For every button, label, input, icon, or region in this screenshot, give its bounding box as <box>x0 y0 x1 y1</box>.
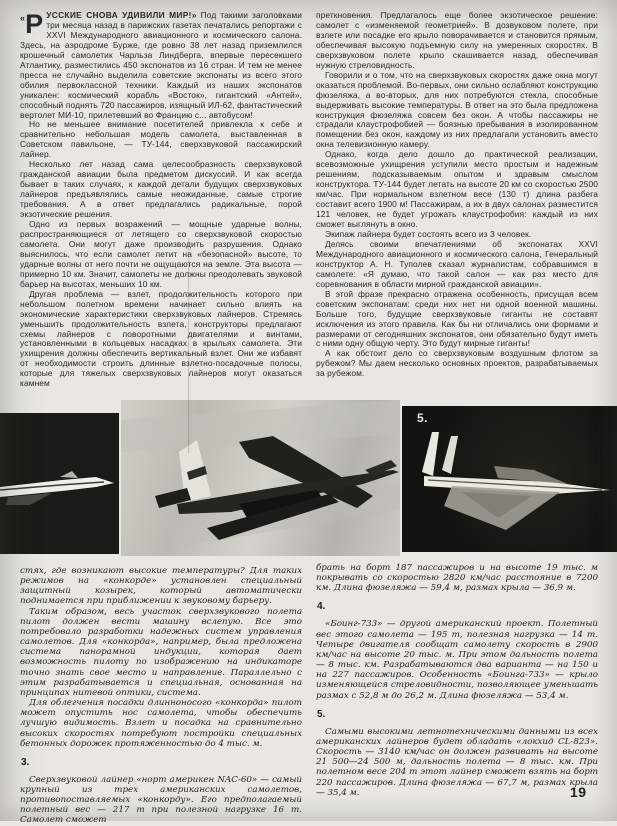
paragraph: Делясь своими впечатлениями об экспонатах XXVI Международного авиационного и космического салона, Генеральный конструктор А. Н. Туполев сказал журналистам, собравшимся в самолете: «Я думаю, что такой салон — как раз место для соревнования в области мирной гражданской авиации». <box>316 238 598 289</box>
paragraph: Одно из первых возражений — мощные ударные волны, распространяющиеся от летящего со сверхзвуковой скоростью самолета. Они могут даже производить разрушения. Однако выяснилось, что если самолет летит на «безопасной» высоте, то ударные волны от него почти не ощущаются на земле. Эта высота — примерно 10 км. Значит, самолеты не должны преодолевать звуковой барьер на высотах, меньших 10 км. <box>20 219 302 289</box>
paragraph: Экипаж лайнера будет состоять всего из 3 человек. <box>325 228 532 239</box>
delta-wing-model-silhouette <box>402 406 617 552</box>
paragraph: Несколько лет назад сама целесообразность сверхзвуковой гражданской авиации была предметом дискуссий. И как всегда бывает в таких случаях, к каждой детали будущих сверхзвуковых лайнеров предъявлялись самые неожиданные, самые строгие требования. А в ответ предлагались радикальные, порой экзотические решения. <box>20 159 302 220</box>
white-jet-silhouette <box>0 413 119 554</box>
airplane-photo-lockheed-cl823 <box>402 406 617 552</box>
paragraph: Самыми высокими летнотехническими данными из всех американских лайнеров будет обладать «локхид CL-823». Скорость — 3140 км/час он должен развивать на высоте 21 500—24 500 м, дальность полета — 8 тыс. км. При полетном весе 204 т этот лайнер сможет взять на борт 220 пассажиров. Длина фюзеляжа — 67,7 м, размах крыла — 35,4 м. <box>316 726 598 798</box>
paragraph: преткновения. Предлагалось еще более экзотическое решение: самолет с «изменяемой геометрией». В дозвуковом полете, при взлете или посадке его крыло поворачивается и становится прямым, обеспечивая высокую подъемную силу на умеренных скоростях. В сверхзвуковом полете крыло скашивается назад, обеспечивая нужную стреловидность. <box>316 10 598 70</box>
paragraph: В этой фразе прекрасно отражена особенность, присущая всем советским экспонатам: среди них нет ни одной военной машины. Больше того, будущие сверхзвуковые гиганты не составят исключения из этого правила. Как бы ни отличались они формами и размерами от сегодняшних экспонатов, они обязательно будут иметь с ними одну общую черту. Это будут мирные гиганты! <box>316 288 598 349</box>
section-number: 5. <box>317 708 326 720</box>
paragraph: Однако, когда дело дошло до практической реализации, всевозможные ухищрения уступили место простым и надежным решениям, подсказываемым опытом и здравым смыслом конструктора. ТУ-144 будет летать на высоте 20 км со скоростью 2500 км/час. При нормальном взлетном весе (130 т) длина разбега составит всего 1900 м! Пассажирам, а их в двух салонах разместится 121 человек, не будет угрожать клаустрофобия: каждый из них сможет выглянуть в окно. <box>316 149 598 230</box>
paragraph: Для облегчения посадки длинноносого «конкорда» пилот может опустить нос самолета, чтобы обеспечить лучшую видимость. Взлет и посадка на сравнительно высоких скоростях потребуют постройки специальных бетонных дорожек протяженностью до 4 тыс. м. <box>20 698 302 749</box>
section-number: 3. <box>21 756 30 768</box>
airplane-photo-concorde <box>0 413 119 554</box>
drop-cap: «Р <box>20 9 44 39</box>
page-number: 19 <box>570 784 587 800</box>
left-column-top <box>20 11 302 389</box>
paragraph: Таким образом, весь участок сверхзвукового полета пилот должен вести машину вслепую. Все это потребовало разработки надежных систем управления самолетов. Для «конкорда», например, была предложена система панорамной индукции, которая дает возможность пилоту по изображению на индикаторе точно знать свое место и направление. Параллельно с этим разрабатывается и специальная, основанная на принципах нитевой оптики, система. <box>20 606 302 698</box>
paragraph: Говорили и о том, что на сверхзвуковых скоростях даже окна могут оказаться проблемой. Во-первых, они сильно ослабляют конструкцию фюзеляжа, а во-вторых, для них потребуются стекла, способные выдерживать высокие температуры. В ответ на это была предложена конструкция фюзеляжа совсем без окон. А чтобы пассажиры не страдали клаустрофобией — боязнью пребывания в изолированном помещении без окон, каждому из них предлагали установить вместо окна телевизионную камеру. <box>316 69 598 150</box>
paragraph: стях, где возникают высокие температуры? Для таких режимов на «конкорде» установлен специальный защитный козырек, который автоматически поднимается при приближении к звуковому барьеру. <box>20 566 302 607</box>
paragraph: «Боинг-733» — другой американский проект. Полетный вес этого самолета — 195 т, полезная нагрузка — 14 т. Четыре двигателя сообщат самолету скорость в 2900 км/час на высоте 20 тыс. м. При этом дальность полета — 8 тыс. км. Разрабатываются два варианта — на 150 и на 227 пассажиров. Особенность «Боинга-733» — крыло изменяющейся стреловидности, позволяющее уменьшать размах с 52,8 м до 26,2 м. Длина фюзеляжа — 53,4 м. <box>316 619 598 701</box>
article-title: УССКИЕ СНОВА УДИВИЛИ МИР!» <box>46 10 197 20</box>
paragraph: Сверхзвуковой лайнер «норт америкен NAC-60» — самый крупный из трех американских самолетов, противопоставляемых «конкорду». Его предполагаемый полетный вес — 217 т при полезной нагрузке 16 т. Самолет сможет <box>20 774 302 826</box>
lead-text: Под такими заголовками три месяца назад в парижских газетах печатались репортажи с XXVI Международного авиационного и космического салона. Здесь, на аэродроме Бурже, где ровно 38 лет назад приземлился крошечный самолетик Чарльза Линдберга, впервые пересекшего Атлантику, разместились 450 экспонатов из 16 стран. И тем не менее пресса не случайно выделила советские экспонаты из всего этого обилия первоклассной техники. Каждый из наших экспонатов уникален: космический корабль «Восток», гигантский «Антей», способный поднять 720 пассажиров, изящный ИЛ-62, фантастический вертолет МИ-10, прилетевший во Францию с... автобусом! <box>20 10 302 120</box>
right-column-bottom <box>316 563 598 798</box>
paragraph: А как обстоит дело со сверхзвуковым воздушным флотом за рубежом? Мы даем несколько основных проектов, разрабатываемых за рубежом. <box>316 348 598 379</box>
photo-strip <box>0 400 617 558</box>
left-column-bottom <box>20 566 302 826</box>
section-number: 4. <box>317 601 326 613</box>
airplane-photo-boeing-733 <box>121 400 400 556</box>
lead-paragraph <box>20 11 302 120</box>
right-column-top <box>316 11 598 379</box>
paragraph: Другая проблема — взлет, продолжительность которого при небольшом полетном времени начинает сильно влиять на экономические характеристики сверхзвуковых лайнеров. Стремясь уменьшить продолжительность взлета, конструкторы предлагают схемы лайнеров с поворотными двигателями и винтами, установленными в кольцевых насадках в крыльях самолета. Эти ухищрения должны обеспечить вертикальный взлет. Они же избавят от необходимости строить длинные взлетно-посадочные полосы, которые для тяжелых сверхзвуковых лайнеров могут оказаться камнем <box>20 288 302 389</box>
paragraph: брать на борт 187 пассажиров и на высоте 19 тыс. м покрывать со скоростью 2820 км/час расстояние в 7200 км. Длина фюзеляжа — 59,4 м, размах крыла — 36,9 м. <box>316 563 598 594</box>
paragraph: Но не меньшее внимание посетителей привлекла к себе и сравнительно небольшая модель самолета, выставленная в Советском павильоне, — ТУ-144, сверхзвуковой пассажирский лайнер. <box>20 119 302 160</box>
page-crease <box>188 238 189 453</box>
photo-number-label: 5. <box>417 411 429 425</box>
swing-wing-model-silhouette <box>121 400 400 556</box>
